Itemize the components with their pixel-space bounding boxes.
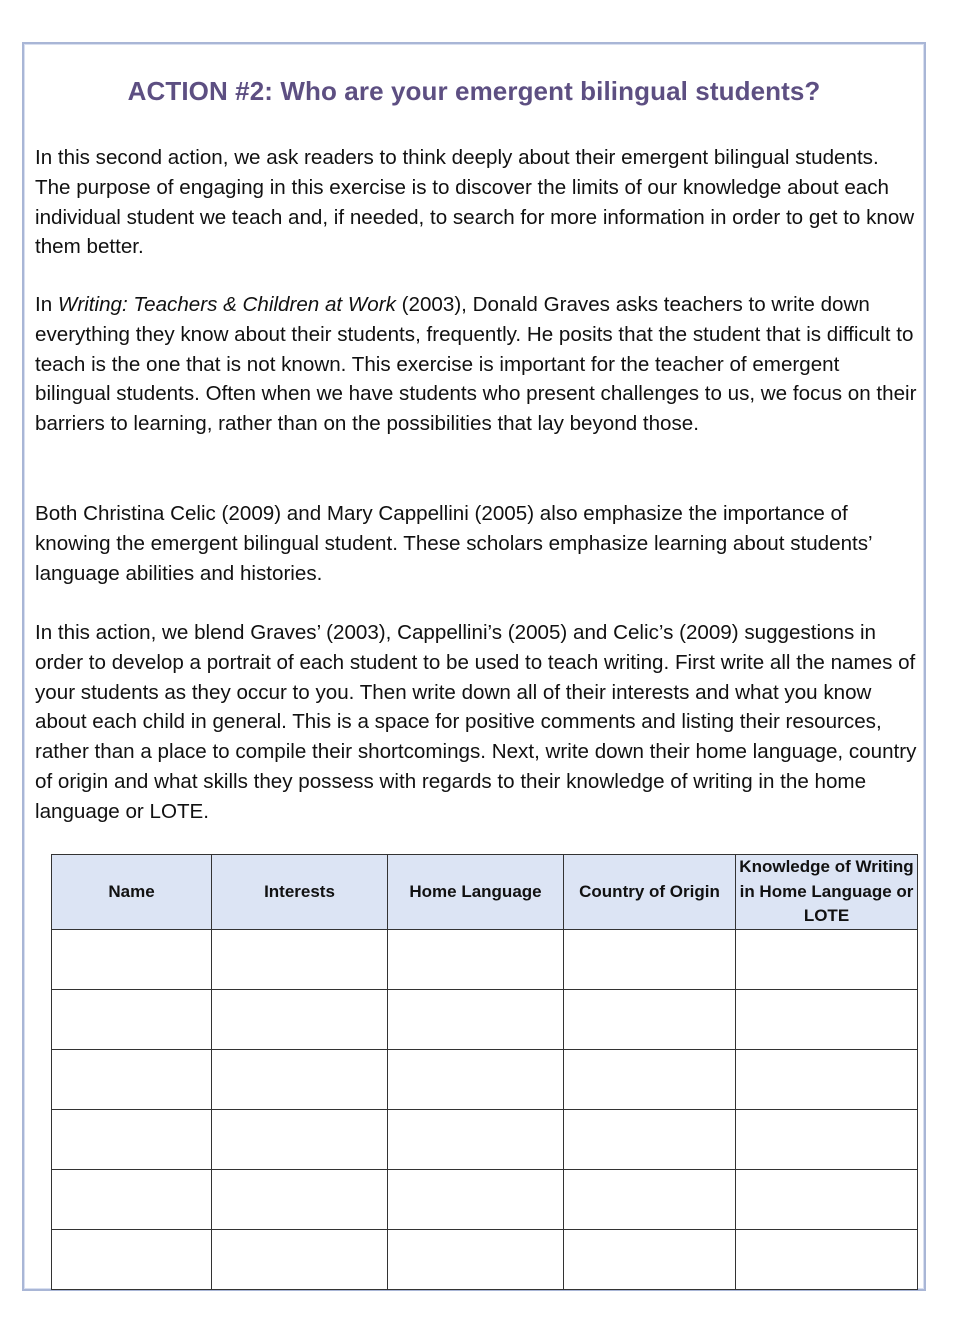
country-of-origin-cell[interactable]: [564, 929, 736, 989]
page-title: ACTION #2: Who are your emergent bilingual students?: [127, 76, 821, 106]
table-header-row: [52, 855, 918, 930]
interests-cell[interactable]: [212, 1169, 388, 1229]
home-language-cell[interactable]: [388, 1049, 564, 1109]
home-language-cell[interactable]: [388, 1229, 564, 1289]
intro-paragraph: In this second action, we ask readers to think deeply about their emergent bilingual students. The purpose of engaging in this exercise is to discover the limits of our knowledge about each individual student we teach and, if needed, to search for more information in order to get to know them better.: [35, 146, 915, 259]
student-portrait-table: [51, 854, 918, 1290]
country-of-origin-cell[interactable]: [564, 1049, 736, 1109]
knowledge-of-writing-cell[interactable]: [736, 989, 918, 1049]
header-home-language: Home Language: [388, 855, 564, 930]
interests-cell[interactable]: [212, 989, 388, 1049]
country-of-origin-cell[interactable]: [564, 1169, 736, 1229]
table-row: [52, 1049, 918, 1109]
home-language-cell[interactable]: [388, 1109, 564, 1169]
header-interests: Interests: [212, 855, 388, 930]
header-country-of-origin: Country of Origin: [564, 855, 736, 930]
country-of-origin-cell[interactable]: [564, 989, 736, 1049]
home-language-cell[interactable]: [388, 1169, 564, 1229]
book-title: Writing: Teachers & Children at Work: [57, 293, 396, 316]
graves-paragraph: [35, 290, 919, 439]
country-of-origin-cell[interactable]: [564, 1229, 736, 1289]
table-row: [52, 1229, 918, 1289]
header-name: Name: [52, 855, 212, 930]
home-language-cell[interactable]: [388, 929, 564, 989]
knowledge-of-writing-cell[interactable]: [736, 1229, 918, 1289]
name-cell[interactable]: [52, 1169, 212, 1229]
graves-paragraph-lead: In: [35, 293, 58, 316]
knowledge-of-writing-cell[interactable]: [736, 1169, 918, 1229]
table-row: [52, 1109, 918, 1169]
name-cell[interactable]: [52, 1109, 212, 1169]
interests-cell[interactable]: [212, 929, 388, 989]
header-knowledge-of-writing: Knowledge of Writing in Home Language or LOTE: [736, 855, 918, 930]
interests-cell[interactable]: [212, 1049, 388, 1109]
name-cell[interactable]: [52, 989, 212, 1049]
table-row: [52, 989, 918, 1049]
country-of-origin-cell[interactable]: [564, 1109, 736, 1169]
knowledge-of-writing-cell[interactable]: [736, 929, 918, 989]
scholars-paragraph: Both Christina Celic (2009) and Mary Cappellini (2005) also emphasize the importance of knowing the emergent bilingual student. These scholars emphasize learning about students’ language abilities and histories.: [35, 502, 872, 585]
page-frame: [22, 42, 926, 1291]
home-language-cell[interactable]: [388, 989, 564, 1049]
table-row: [52, 1169, 918, 1229]
knowledge-of-writing-cell[interactable]: [736, 1109, 918, 1169]
interests-cell[interactable]: [212, 1109, 388, 1169]
instructions-paragraph: In this action, we blend Graves’ (2003), Cappellini’s (2005) and Celic’s (2009) suggestions in order to develop a portrait of each student to be used to teach writing. First write all the names of your students as they occur to you. Then write down all of their interests and what you know about each child in general. This is a space for positive comments and listing their resources, rather than a place to compile their shortcomings. Next, write down their home language, country of origin and what skills they possess with regards to their knowledge of writing in the home language or LOTE.: [35, 621, 917, 823]
table-row: [52, 929, 918, 989]
graves-paragraph-body: (2003), Donald Graves asks teachers to write down everything they know about their students, frequently. He posits that the student that is difficult to teach is the one that is not known. This exercise is important for the teacher of emergent bilingual students. Often when we have students who present challenges to us, we focus on their barriers to learning, rather than on the possibilities that lay beyond those.: [35, 293, 917, 436]
name-cell[interactable]: [52, 929, 212, 989]
knowledge-of-writing-cell[interactable]: [736, 1049, 918, 1109]
interests-cell[interactable]: [212, 1229, 388, 1289]
name-cell[interactable]: [52, 1049, 212, 1109]
name-cell[interactable]: [52, 1229, 212, 1289]
